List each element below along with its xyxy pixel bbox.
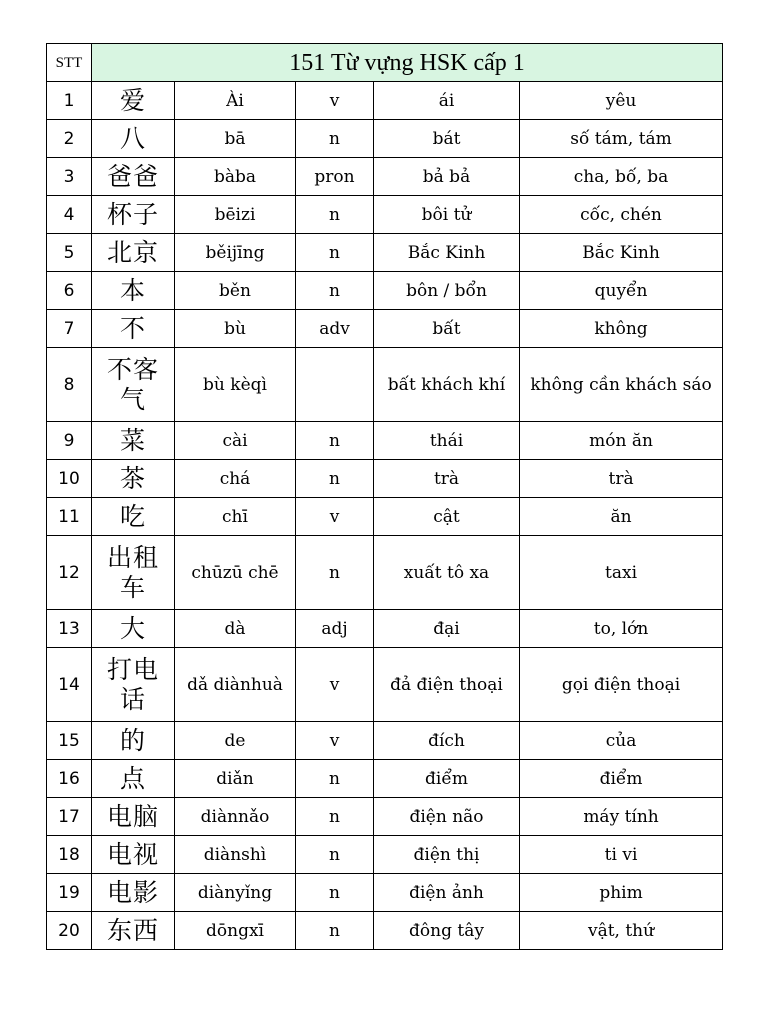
hanzi-cell: 点 [92,760,175,798]
pinyin-cell: bàba [175,158,296,196]
meaning-cell: cốc, chén [520,196,723,234]
pinyin-cell: de [175,722,296,760]
hanzi-cell: 爸爸 [92,158,175,196]
stt-cell: 20 [47,912,92,950]
meaning-cell: ăn [520,498,723,536]
meaning-cell: máy tính [520,798,723,836]
table-body [47,82,723,950]
pinyin-cell: bēizi [175,196,296,234]
table-row [47,836,723,874]
table-row [47,648,723,722]
pinyin-cell: chūzū chē [175,536,296,610]
sino-vietnamese-cell: bất [374,310,520,348]
part-of-speech-cell: n [296,196,374,234]
sino-vietnamese-cell: đại [374,610,520,648]
stt-column-header: STT [47,44,92,82]
table-row [47,460,723,498]
pinyin-cell: chī [175,498,296,536]
meaning-cell: không [520,310,723,348]
hanzi-cell: 电影 [92,874,175,912]
stt-cell: 10 [47,460,92,498]
pinyin-cell: bù [175,310,296,348]
hanzi-cell: 茶 [92,460,175,498]
sino-vietnamese-cell: đông tây [374,912,520,950]
part-of-speech-cell: pron [296,158,374,196]
pinyin-cell: diǎn [175,760,296,798]
table-row [47,120,723,158]
stt-cell: 16 [47,760,92,798]
pinyin-cell: bù kèqì [175,348,296,422]
hanzi-cell: 东西 [92,912,175,950]
hanzi-cell: 北京 [92,234,175,272]
sino-vietnamese-cell: bát [374,120,520,158]
part-of-speech-cell: n [296,760,374,798]
hanzi-cell: 电脑 [92,798,175,836]
sino-vietnamese-cell: xuất tô xa [374,536,520,610]
hanzi-cell: 电视 [92,836,175,874]
stt-cell: 9 [47,422,92,460]
meaning-cell: quyển [520,272,723,310]
part-of-speech-cell: n [296,836,374,874]
meaning-cell: to, lớn [520,610,723,648]
table-row [47,234,723,272]
part-of-speech-cell: v [296,722,374,760]
meaning-cell: số tám, tám [520,120,723,158]
vocabulary-table [46,43,723,950]
hanzi-cell: 爱 [92,82,175,120]
part-of-speech-cell: n [296,120,374,158]
stt-cell: 15 [47,722,92,760]
table-row [47,722,723,760]
pinyin-cell: bā [175,120,296,158]
hanzi-cell: 本 [92,272,175,310]
sino-vietnamese-cell: bả bả [374,158,520,196]
table-row [47,912,723,950]
sino-vietnamese-cell: trà [374,460,520,498]
hanzi-cell: 不 [92,310,175,348]
sino-vietnamese-cell: điện não [374,798,520,836]
hanzi-cell: 八 [92,120,175,158]
part-of-speech-cell: v [296,82,374,120]
sino-vietnamese-cell: điểm [374,760,520,798]
part-of-speech-cell: n [296,874,374,912]
table-row [47,348,723,422]
meaning-cell: taxi [520,536,723,610]
table-row [47,874,723,912]
pinyin-cell: dà [175,610,296,648]
pinyin-cell: Ài [175,82,296,120]
part-of-speech-cell: n [296,234,374,272]
pinyin-cell: běijīng [175,234,296,272]
part-of-speech-cell: n [296,912,374,950]
hanzi-cell: 打电话 [92,648,175,722]
stt-cell: 8 [47,348,92,422]
part-of-speech-cell: n [296,272,374,310]
table-title: 151 Từ vựng HSK cấp 1 [92,44,723,82]
stt-cell: 11 [47,498,92,536]
sino-vietnamese-cell: bất khách khí [374,348,520,422]
sino-vietnamese-cell: bôi tử [374,196,520,234]
stt-cell: 19 [47,874,92,912]
meaning-cell: điểm [520,760,723,798]
meaning-cell: món ăn [520,422,723,460]
pinyin-cell: diànnǎo [175,798,296,836]
table-row [47,272,723,310]
part-of-speech-cell: n [296,536,374,610]
pinyin-cell: diànshì [175,836,296,874]
pinyin-cell: dǎ diànhuà [175,648,296,722]
table-row [47,798,723,836]
meaning-cell: trà [520,460,723,498]
sino-vietnamese-cell: bôn / bổn [374,272,520,310]
stt-cell: 14 [47,648,92,722]
pinyin-cell: běn [175,272,296,310]
stt-cell: 2 [47,120,92,158]
meaning-cell: cha, bố, ba [520,158,723,196]
meaning-cell: không cần khách sáo [520,348,723,422]
sino-vietnamese-cell: đả điện thoại [374,648,520,722]
meaning-cell: yêu [520,82,723,120]
table-row [47,196,723,234]
part-of-speech-cell: v [296,498,374,536]
table-header-row [47,44,723,82]
sino-vietnamese-cell: cật [374,498,520,536]
stt-cell: 12 [47,536,92,610]
part-of-speech-cell: n [296,422,374,460]
sino-vietnamese-cell: điện thị [374,836,520,874]
part-of-speech-cell: n [296,460,374,498]
stt-cell: 4 [47,196,92,234]
hanzi-cell: 杯子 [92,196,175,234]
sino-vietnamese-cell: đích [374,722,520,760]
stt-cell: 6 [47,272,92,310]
stt-cell: 17 [47,798,92,836]
sino-vietnamese-cell: Bắc Kinh [374,234,520,272]
pinyin-cell: cài [175,422,296,460]
sino-vietnamese-cell: điện ảnh [374,874,520,912]
meaning-cell: gọi điện thoại [520,648,723,722]
table-row [47,422,723,460]
meaning-cell: ti vi [520,836,723,874]
stt-cell: 13 [47,610,92,648]
part-of-speech-cell: n [296,798,374,836]
pinyin-cell: diànyǐng [175,874,296,912]
table-row [47,498,723,536]
stt-cell: 5 [47,234,92,272]
pinyin-cell: dōngxī [175,912,296,950]
table-row [47,158,723,196]
stt-cell: 18 [47,836,92,874]
hanzi-cell: 不客气 [92,348,175,422]
hanzi-cell: 大 [92,610,175,648]
part-of-speech-cell [296,348,374,422]
hanzi-cell: 菜 [92,422,175,460]
table-row [47,610,723,648]
hanzi-cell: 吃 [92,498,175,536]
stt-cell: 1 [47,82,92,120]
part-of-speech-cell: adj [296,610,374,648]
table-row [47,310,723,348]
meaning-cell: phim [520,874,723,912]
meaning-cell: vật, thứ [520,912,723,950]
table-row [47,82,723,120]
table-row [47,536,723,610]
part-of-speech-cell: adv [296,310,374,348]
pinyin-cell: chá [175,460,296,498]
part-of-speech-cell: v [296,648,374,722]
stt-cell: 7 [47,310,92,348]
sino-vietnamese-cell: ái [374,82,520,120]
hanzi-cell: 的 [92,722,175,760]
hanzi-cell: 出租车 [92,536,175,610]
sino-vietnamese-cell: thái [374,422,520,460]
meaning-cell: Bắc Kinh [520,234,723,272]
meaning-cell: của [520,722,723,760]
table-row [47,760,723,798]
stt-cell: 3 [47,158,92,196]
